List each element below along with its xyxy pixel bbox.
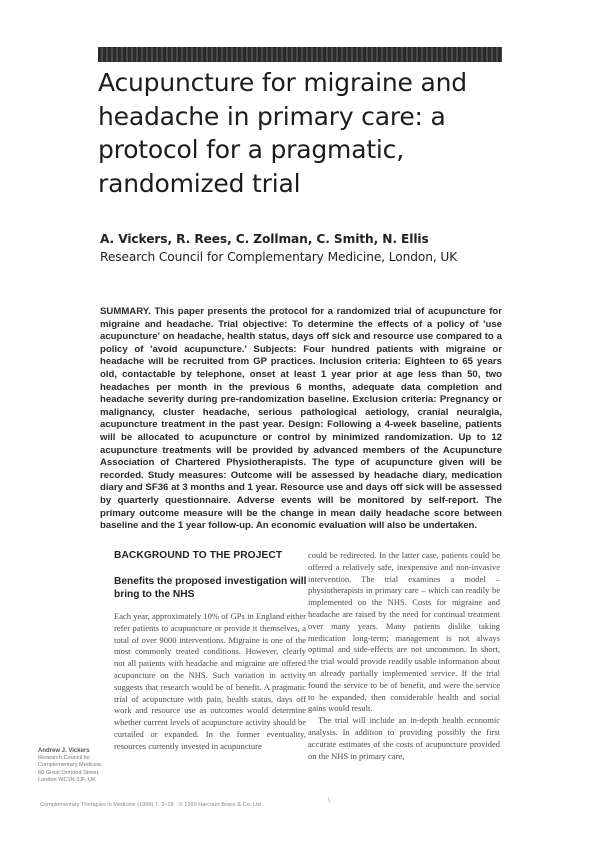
body-paragraph: Each year, approximately 10% of GPs in England either refer patients to acupuncture or provide it themselves, a total of over 9000 interventions. Migraine is one of the most commonly treated conditions. However, clearly not all patients with headache and migraine are offered acupuncture on the NHS. Such variation in activity suggests that research would be of benefit. A pragmatic trial of acupuncture with pain, health status, days off work and resource use as outcomes would determine whether current levels of acupuncture activity should be curtailed or expanded. In the former eventuality, resources currently invested in acupuncture — [114, 611, 306, 751]
body-column-right — [308, 550, 500, 762]
body-paragraph: could be redirected. In the latter case, patients could be offered a relatively safe, inexpensive and non-invasive intervention. The trial examines a model – physiotherapists in primary care – which can readily be implemented on the NHS. Costs for migraine and headache are raised by the need for continual treatment over many years. Many patients dislike taking medication long-term; management is not always optimal and side-effects are not uncommon. In short, the trial would provide readily usable information about an already partially implemented service. If the trial found the service to be of benefit, and were the service to be expanded, then considerable health and social gains would result. — [308, 550, 500, 714]
abstract-summary: SUMMARY. This paper presents the protocol for a randomized trial of acupuncture for migraine and headache. Trial objective: To determine the effects of a policy of 'use acupuncture' on headache, health status, days off sick and resource use compared to a policy of 'avoid acupuncture.' Subjects: Four hundred patients with migraine or headache will be recruited from GP practices. Inclusion criteria: Eighteen to 65 years old, contactable by telephone, onset at least 1 year prior at age less than 50, two headaches per month in the previous 6 months, adequate data completion and headache severity during pre-randomization baseline. Exclusion criteria: Pregnancy or malignancy, cluster headache, serious pathological aetiology, cranial neuralgia, acupuncture treatment in the past year. Design: Following a 4-week baseline, patients will be allocated to acupuncture or control by minimized randomization. Up to 12 acupuncture treatments will be provided by advanced members of the Acupuncture Association of Chartered Physiotherapists. The type of acupuncture given will be recorded. Study measures: Outcome will be assessed by headache diary, medication diary and SF36 at 3 months and 1 year. Resource use and days off sick will be assessed by quarterly questionnaire. Adverse events will be monitored by self-report. The primary outcome measure will be the change in mean daily headache score between baseline and the 1 year follow-up. An economic evaluation will also be undertaken. — [100, 306, 502, 532]
author-sidebar-note — [38, 748, 108, 784]
author-affiliation: Research Council for Complementary Medicine, London, UK — [100, 250, 458, 264]
body-paragraph: The trial will include an in-depth health economic analysis. In addition to providing possibly the first accurate estimates of the costs of acupuncture provided on the NHS in primary care, — [308, 715, 500, 761]
section-heading: BACKGROUND TO THE PROJECT — [114, 550, 283, 561]
article-title: Acupuncture for migraine and headache in primary care: a protocol for a pragmatic, randomized trial — [98, 68, 467, 198]
sidebar-author-name: Andrew J. Vickers — [38, 748, 90, 754]
journal-citation-footer: Complementary Therapies in Medicine (1999) 7, 3–18 · © 1999 Harcourt Brace & Co. Ltd — [40, 802, 261, 808]
author-list: A. Vickers, R. Rees, C. Zollman, C. Smith, N. Ellis — [100, 232, 429, 246]
header-rule-bar — [98, 47, 502, 62]
page-mark: \ — [328, 798, 330, 805]
subsection-heading: Benefits the proposed investigation will bring to the NHS — [114, 576, 307, 600]
sidebar-author-details: Research Council for Complementary Medicine, 60 Great Ormond Street, London WC1N 3JF, UK — [38, 755, 103, 783]
body-column-left — [114, 611, 306, 753]
